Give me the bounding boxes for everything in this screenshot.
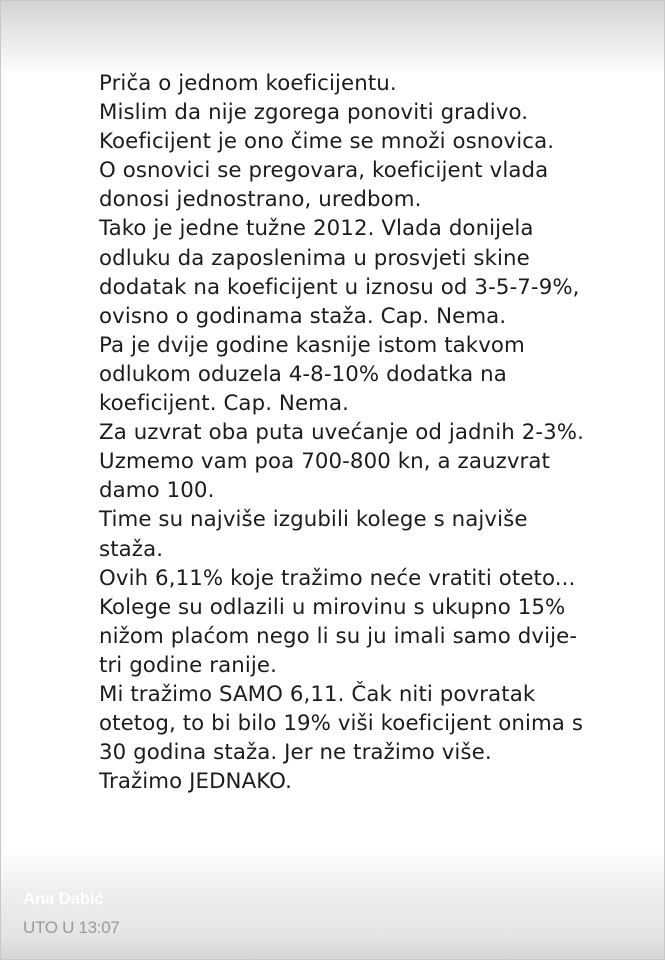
post-line: Kolege su odlazili u mirovinu s ukupno 15% bbox=[99, 594, 566, 620]
post-line: Mi tražimo SAMO 6,11. Čak niti povratak bbox=[99, 681, 536, 707]
post-line: Uzmemo vam poa 700-800 kn, a zauzvrat bbox=[99, 449, 551, 475]
post-timestamp: UTO U 13:07 bbox=[23, 918, 120, 937]
post-line: Tako je jedne tužne 2012. Vlada donijela bbox=[99, 216, 534, 242]
post-text bbox=[99, 69, 659, 796]
post-line: ovisno o godinama staža. Cap. Nema. bbox=[99, 303, 507, 329]
post-line: tri godine ranije. bbox=[99, 652, 277, 678]
post-line: Mislim da nije zgorega ponoviti gradivo. bbox=[99, 100, 529, 126]
post-line: O osnovici se pregovara, koeficijent vlada bbox=[99, 158, 549, 184]
post-line: Pa je dvije godine kasnije istom takvom bbox=[99, 332, 525, 358]
post-line: odluku da zaposlenima u prosvjeti skine bbox=[99, 245, 530, 271]
author-info bbox=[23, 888, 120, 939]
post-line: odlukom oduzela 4-8-10% dodatka na bbox=[99, 361, 507, 387]
post-line: staža. bbox=[99, 536, 164, 562]
author-name[interactable]: Ana Dabić bbox=[23, 889, 104, 908]
post-line: 30 godina staža. Jer ne tražimo više. bbox=[99, 740, 492, 766]
post-line: nižom plaćom nego li su ju imali samo dvije- bbox=[99, 623, 578, 649]
post-line: damo 100. bbox=[99, 478, 215, 504]
post-line: Za uzvrat oba puta uvećanje od jadnih 2-3%. bbox=[99, 420, 584, 446]
post-line: Ovih 6,11% koje tražimo neće vratiti oteto... bbox=[99, 565, 576, 591]
post-line: otetog, to bi bilo 19% viši koeficijent onima s bbox=[99, 711, 584, 737]
post-line: dodatak na koeficijent u iznosu od 3-5-7-9%, bbox=[99, 274, 580, 300]
post-line: Time su najviše izgubili kolege s najviše bbox=[99, 507, 528, 533]
post-line: donosi jednostrano, uredbom. bbox=[99, 187, 422, 213]
post-line: koeficijent. Cap. Nema. bbox=[99, 391, 350, 417]
post-line: Koeficijent je ono čime se množi osnovica. bbox=[99, 129, 555, 155]
top-shade-overlay bbox=[1, 1, 664, 71]
post-line: Tražimo JEDNAKO. bbox=[99, 769, 293, 795]
post-line: Priča o jednom koeficijentu. bbox=[99, 71, 397, 96]
